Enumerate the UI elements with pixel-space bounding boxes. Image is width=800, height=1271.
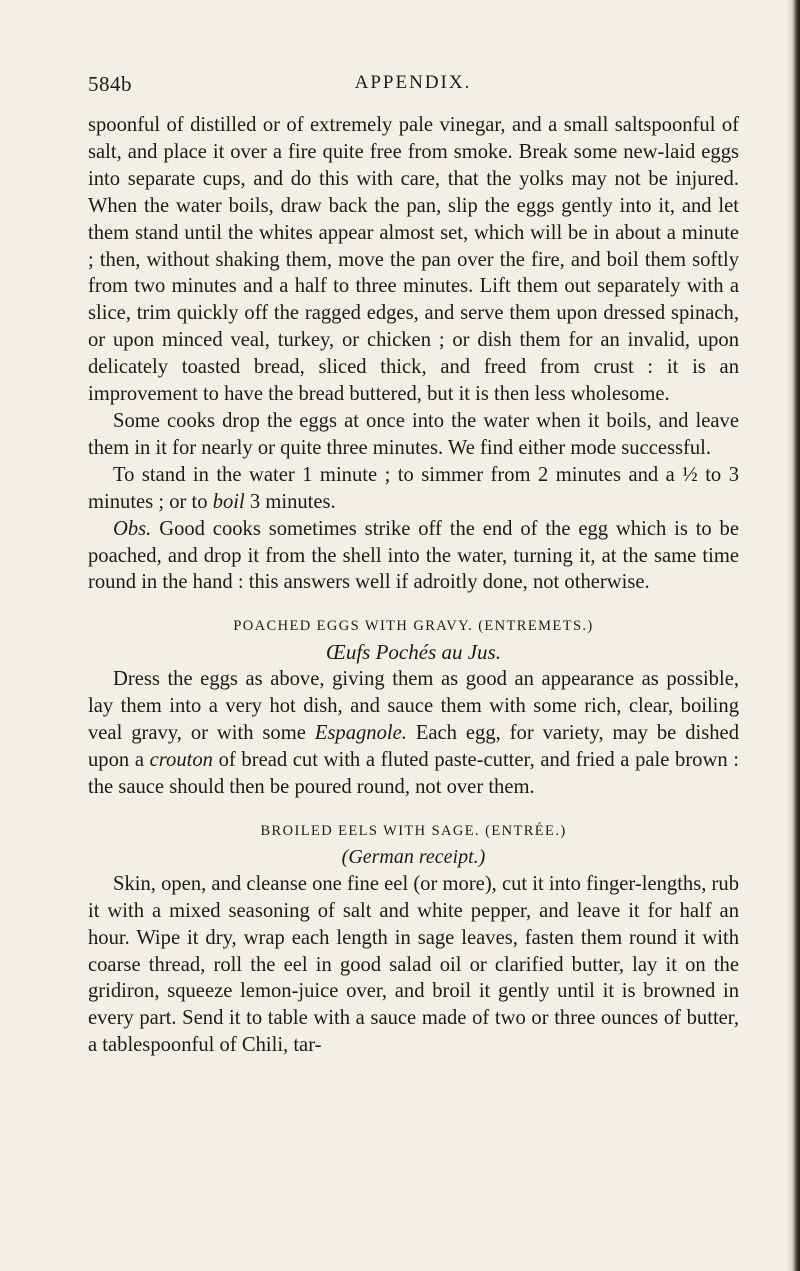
paragraph-alternate-mode: Some cooks drop the eggs at once into the water when it boils, and leave them in it for nearly or quite three minutes. We find either mode successful. [88, 409, 739, 459]
paragraph-poached-gravy [88, 666, 739, 801]
obs-label: Obs. [113, 517, 152, 540]
paragraph-broiled-eels: Skin, open, and cleanse one fine eel (or more), cut it into finger-lengths, rub it with a mixed seasoning of salt and white pepper, and leave it for half an hour. Wipe it dry, wrap each length in sage leaves, fasten them round it with coarse thread, roll the eel in good salad oil or clarified butter, lay it on the gridiron, squeeze lemon-juice over, and broil it gently until it is browned in every part. Send it to table with a sauce made of two or three ounces of butter, a tablespoonful of Chili, tar- [88, 872, 739, 1057]
obs-text: Good cooks sometimes strike off the end of the egg which is to be poached, and drop it from the shell into the water, turning it, at the same time round in the hand : this answers well if adroitly done, not otherwise. [88, 517, 739, 594]
paragraph-timing [88, 462, 739, 516]
gravy-text-1: Dress the eggs as above, giving them as good an appearance as possible, lay them into a very hot dish, and sauce them with some rich, clear, boiling veal gravy, or with some [88, 668, 739, 745]
running-head: APPENDIX. [354, 72, 472, 93]
gravy-espagnole: Espagnole. [314, 722, 407, 745]
recipe-heading-broiled-eels: BROILED EELS WITH SAGE. (ENTRÉE.) [260, 822, 567, 839]
timing-end: 3 minutes. [244, 490, 336, 513]
recipe-subtitle-german: (German receipt.) [341, 845, 486, 868]
gravy-text-2: Each egg, for variety, may be dished upon a [88, 722, 739, 772]
page-body [88, 112, 739, 1059]
timing-text: To stand in the water 1 minute ; to simmer from 2 minutes and a ½ to 3 minutes ; or to [88, 463, 739, 513]
timing-boil: boil [212, 490, 245, 513]
paragraph-continued: spoonful of distilled or of extremely pale vinegar, and a small saltspoonful of salt, and place it over a fire quite free from smoke. Break some new-laid eggs into separate cups, and do this with care, that the yolks may not be injured. When the water boils, draw back the pan, slip the eggs gently into it, and let them stand until the whites appear almost set, which will be in about a minute ; then, without shaking them, move the pan over the fire, and boil them softly from two minutes and a half to three minutes. Lift them out separately with a slice, trim quickly off the ragged edges, and serve them upon dressed spinach, or upon minced veal, turkey, or chicken ; or dish them for an invalid, upon delicately toasted bread, sliced thick, and freed from crust : it is an improvement to have the bread buttered, but it is then less wholesome. [88, 114, 739, 406]
page-binding-edge [786, 0, 800, 1271]
recipe-heading-poached-eggs: POACHED EGGS WITH GRAVY. (ENTREMETS.) [233, 618, 594, 635]
page-number: 584b [88, 72, 132, 96]
page-header [88, 72, 738, 102]
recipe-subtitle-oeufs: Œufs Pochés au Jus. [326, 640, 501, 665]
gravy-crouton: crouton [149, 749, 213, 772]
paragraph-obs [88, 516, 739, 597]
gravy-text-3: of bread cut with a fluted paste-cutter, and fried a pale brown : the sauce should then be poured round, not over them. [88, 749, 740, 798]
